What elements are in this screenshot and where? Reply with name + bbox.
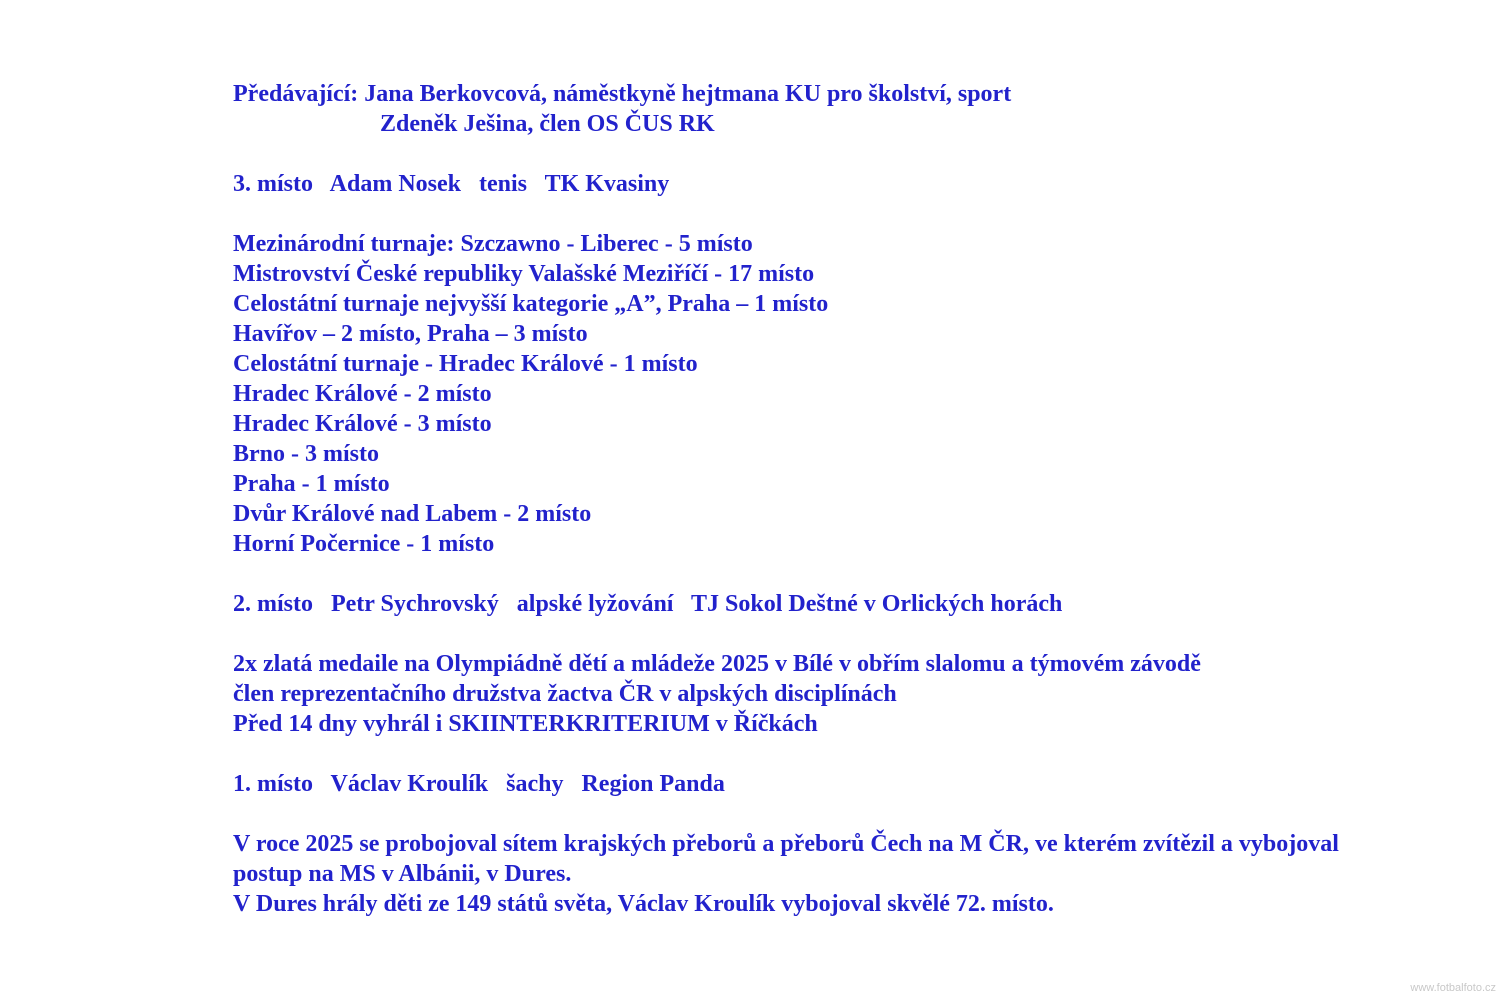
result-line: Celostátní turnaje - Hradec Králové - 1 místo xyxy=(233,351,698,377)
result-line: V roce 2025 se probojoval sítem krajských přeborů a přeborů Čech na M ČR, ve kterém zvítězil a vybojoval xyxy=(233,831,1339,857)
result-line: Před 14 dny vyhrál i SKIINTERKRITERIUM v Říčkách xyxy=(233,711,818,737)
result-line: člen reprezentačního družstva žactva ČR v alpských disciplínách xyxy=(233,681,897,707)
result-line: Brno - 3 místo xyxy=(233,441,379,467)
spacer xyxy=(233,199,1483,229)
result-line: Hradec Králové - 3 místo xyxy=(233,411,492,437)
first-place-heading: 1. místo Václav Kroulík šachy Region Panda xyxy=(233,771,725,797)
spacer xyxy=(233,619,1483,649)
result-line: Mistrovství České republiky Valašské Meziříčí - 17 místo xyxy=(233,261,815,287)
result-line: Mezinárodní turnaje: Szczawno - Liberec - 5 místo xyxy=(233,231,753,257)
second-place-results xyxy=(233,649,1483,739)
result-line: Havířov – 2 místo, Praha – 3 místo xyxy=(233,321,588,347)
document-body xyxy=(233,79,1483,919)
result-line: Hradec Králové - 2 místo xyxy=(233,381,492,407)
presenters-line-1: Předávající: Jana Berkovcová, náměstkyně hejtmana KU pro školství, sport xyxy=(233,81,1012,107)
result-line: V Dures hrály děti ze 149 států světa, Václav Kroulík vybojoval skvělé 72. místo. xyxy=(233,891,1054,917)
presenters-line-2: Zdeněk Ješina, člen OS ČUS RK xyxy=(380,111,715,137)
result-line: Dvůr Králové nad Labem - 2 místo xyxy=(233,501,592,527)
third-place-results xyxy=(233,229,1483,559)
result-line: 2x zlatá medaile na Olympiádně dětí a mládeže 2025 v Bílé v obřím slalomu a týmovém závodě xyxy=(233,651,1201,677)
result-line: Praha - 1 místo xyxy=(233,471,390,497)
first-place-results xyxy=(233,829,1483,919)
result-line: postup na MS v Albánii, v Dures. xyxy=(233,861,572,887)
third-place-heading: 3. místo Adam Nosek tenis TK Kvasiny xyxy=(233,171,670,197)
spacer xyxy=(233,799,1483,829)
watermark: www.fotbalfoto.cz xyxy=(1410,982,1496,994)
second-place-heading: 2. místo Petr Sychrovský alpské lyžování TJ Sokol Deštné v Orlických horách xyxy=(233,591,1063,617)
spacer xyxy=(233,139,1483,169)
spacer xyxy=(233,739,1483,769)
spacer xyxy=(233,559,1483,589)
result-line: Horní Počernice - 1 místo xyxy=(233,531,495,557)
result-line: Celostátní turnaje nejvyšší kategorie „A”, Praha – 1 místo xyxy=(233,291,829,317)
